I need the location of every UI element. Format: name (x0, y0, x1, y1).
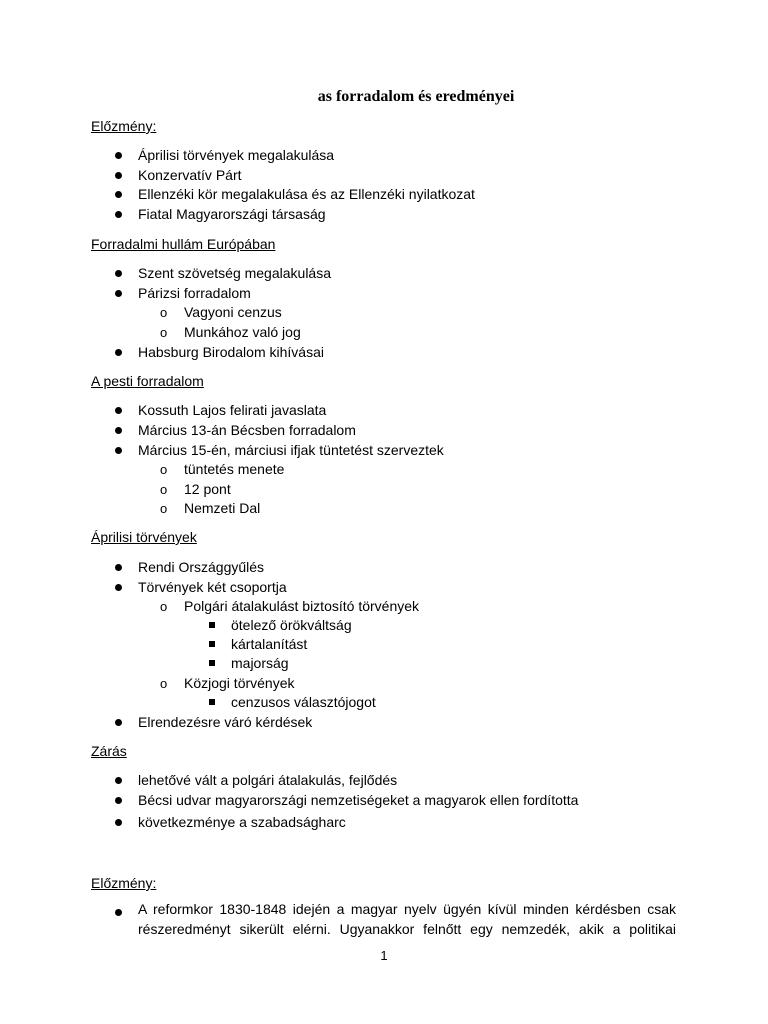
square-bullet-icon (209, 641, 215, 647)
bullet-icon (115, 172, 122, 179)
circle-bullet-icon: o (160, 599, 168, 614)
list-item: Elrendezésre váró kérdések (138, 713, 312, 733)
circle-bullet-icon: o (160, 305, 168, 320)
circle-bullet-icon: o (160, 501, 168, 516)
page-number: 1 (380, 948, 388, 963)
section-heading-zaras: Zárás (91, 743, 127, 759)
bullet-icon (115, 564, 122, 571)
square-bullet-icon (209, 622, 215, 628)
list-item: következménye a szabadságharc (138, 813, 346, 833)
bullet-icon (115, 152, 122, 159)
bullet-icon (115, 407, 122, 414)
list-item: Bécsi udvar magyarországi nemzetiségeket a magyarok ellen fordította (138, 791, 578, 811)
list-item: Ellenzéki kör megalakulása és az Ellenzéki nyilatkozat (138, 185, 475, 205)
list-item: o tüntetés menete (184, 460, 284, 480)
bullet-icon (115, 270, 122, 277)
bullet-icon (115, 427, 122, 434)
list-item: o Munkához való jog (184, 323, 301, 343)
section-heading-elozmeny: Előzmény: (91, 118, 157, 134)
list-item: Konzervatív Párt (138, 166, 242, 186)
list-item: kártalanítást (231, 635, 307, 655)
list-item: Habsburg Birodalom kihívásai (138, 343, 324, 363)
bullet-icon (115, 797, 122, 804)
list-item: o Vagyoni cenzus (184, 303, 282, 323)
list-item: o 12 pont (184, 480, 231, 500)
list-item: Áprilisi törvények megalakulása (138, 146, 334, 166)
bullet-icon (115, 777, 122, 784)
list-item: o Polgári átalakulást biztosító törvények (184, 597, 419, 617)
bullet-icon (115, 909, 122, 916)
list-item: Törvények két csoportja (138, 578, 287, 598)
list-item: majorság (231, 654, 289, 674)
list-item: Kossuth Lajos felirati javaslata (138, 401, 326, 421)
list-item: Fiatal Magyarországi társaság (138, 205, 326, 225)
list-item: Párizsi forradalom (138, 284, 251, 304)
bullet-icon (115, 584, 122, 591)
paragraph-line: részeredményt sikerült elérni. Ugyanakkor felnőtt egy nemzedék, akik a politikai (138, 920, 676, 937)
circle-bullet-icon: o (160, 462, 168, 477)
circle-bullet-icon: o (160, 676, 168, 691)
bullet-icon (115, 719, 122, 726)
list-item: Március 15-én, márciusi ifjak tüntetést szerveztek (138, 441, 444, 461)
list-item: cenzusos választójogot (231, 693, 376, 713)
bullet-icon (115, 819, 122, 826)
bullet-icon (115, 349, 122, 356)
circle-bullet-icon: o (160, 482, 168, 497)
paragraph (138, 900, 676, 939)
bullet-icon (115, 191, 122, 198)
list-item: o Közjogi törvények (184, 674, 295, 694)
list-item: Március 13-án Bécsben forradalom (138, 421, 356, 441)
list-item: Szent szövetség megalakulása (138, 264, 331, 284)
section-heading-elozmeny-2: Előzmény: (91, 875, 157, 891)
list-item: ötelező örökváltság (231, 616, 352, 636)
section-heading-aprilisi-torvenyek: Áprilisi törvények (91, 529, 197, 545)
paragraph-line: A reformkor 1830-1848 idején a magyar nyelv ügyén kívül minden kérdésben csak (138, 901, 676, 917)
list-item: lehetővé vált a polgári átalakulás, fejlődés (138, 771, 397, 791)
square-bullet-icon (209, 660, 215, 666)
bullet-icon (115, 290, 122, 297)
bullet-icon (115, 211, 122, 218)
section-heading-pesti-forradalom: A pesti forradalom (91, 373, 204, 389)
list-item: o Nemzeti Dal (184, 499, 260, 519)
square-bullet-icon (209, 699, 215, 705)
section-heading-forradalmi-hullam: Forradalmi hullám Európában (91, 236, 276, 252)
circle-bullet-icon: o (160, 325, 168, 340)
bullet-icon (115, 447, 122, 454)
list-item: Rendi Országgyűlés (138, 558, 264, 578)
document-title: as forradalom és eredményei (317, 88, 515, 105)
